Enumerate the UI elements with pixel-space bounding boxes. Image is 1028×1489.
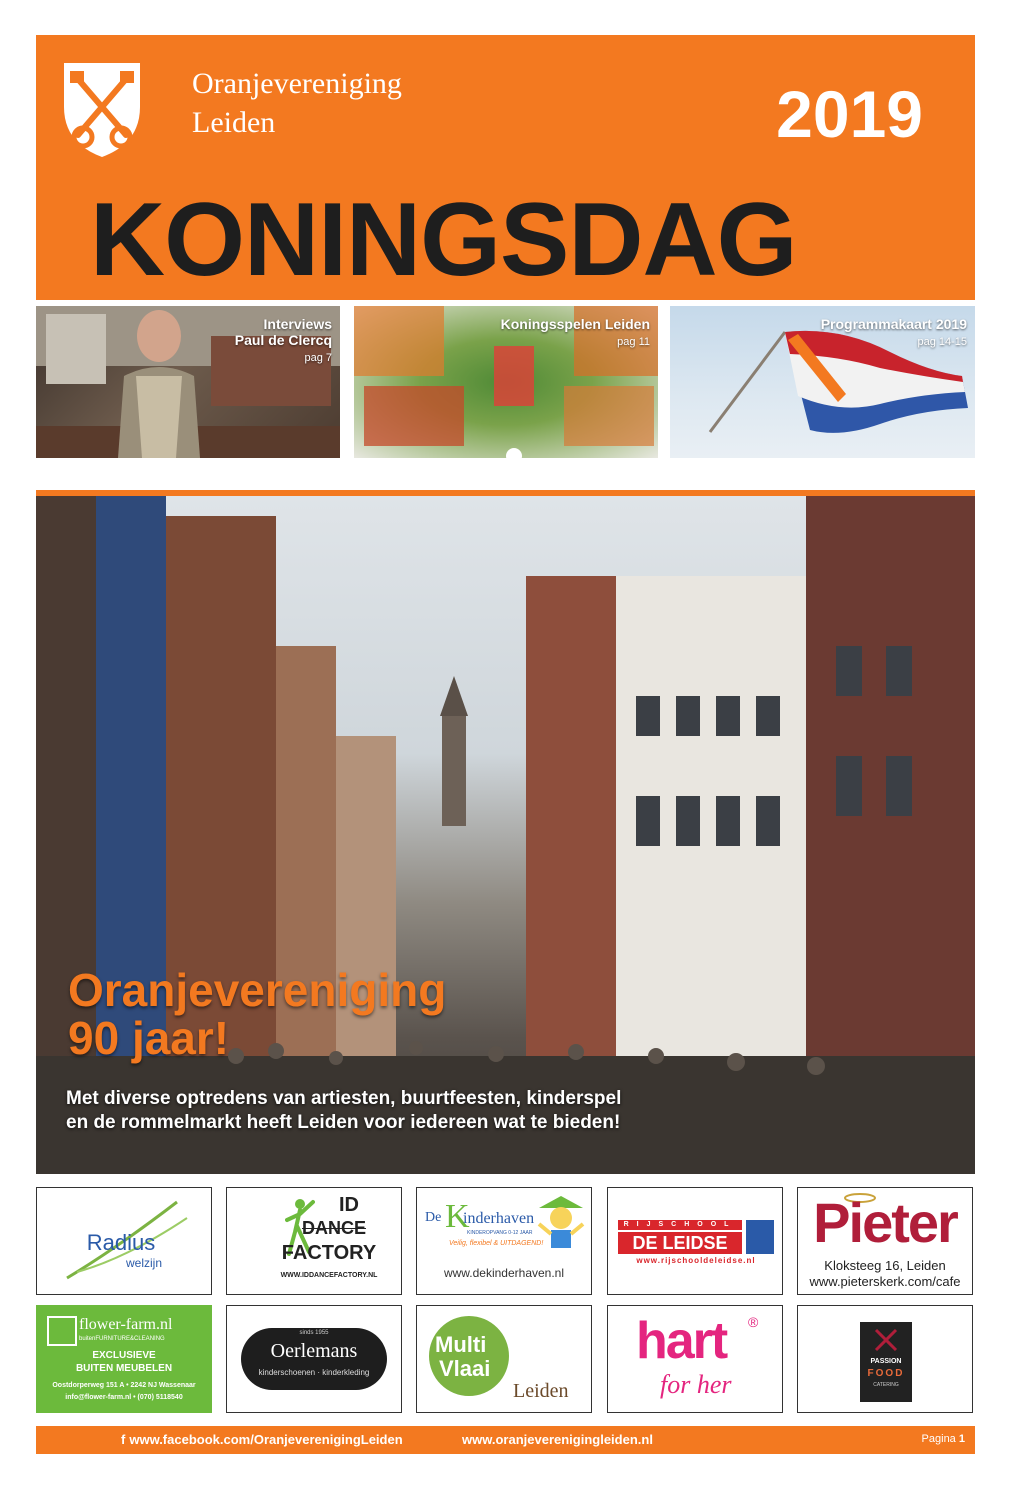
teaser-koningsspelen-title: Koningsspelen Leiden — [500, 316, 650, 332]
iddance-line1: ID — [339, 1194, 359, 1216]
teaser-programmakaart-title: Programmakaart 2019 — [820, 316, 967, 332]
ad-id-dance-factory[interactable] — [226, 1187, 402, 1295]
kinderhaven-name: inderhaven — [463, 1210, 535, 1227]
oerlemans-since: sinds 1955 — [299, 1330, 329, 1336]
passion-line1: PASSION — [870, 1358, 902, 1365]
ad-oerlemans[interactable] — [226, 1305, 402, 1413]
oerlemans-name: Oerlemans — [270, 1340, 358, 1362]
facebook-icon: f — [121, 1432, 126, 1447]
page-number — [922, 1433, 965, 1445]
pieter-address: Kloksteeg 16, Leiden — [824, 1258, 946, 1273]
leidse-flag-icon — [746, 1220, 774, 1254]
ad-radius-welzijn[interactable] — [36, 1187, 212, 1295]
ad-rijschool-de-leidse[interactable] — [607, 1187, 783, 1295]
org-name-line2: Leiden — [192, 106, 276, 139]
year: 2019 — [776, 77, 923, 151]
radius-name: Radius — [86, 1230, 156, 1255]
hart-registered: ® — [748, 1314, 759, 1330]
leidse-url: www.rijschooldeleidse.nl — [636, 1256, 756, 1265]
teaser-programmakaart-page: pag 14-15 — [917, 336, 967, 348]
teaser-interview[interactable] — [36, 306, 340, 458]
kinderhaven-slogan: Veilig, flexibel & UITDAGEND! — [449, 1240, 544, 1247]
facebook-url: www.facebook.com/OranjeverenigingLeiden — [129, 1432, 403, 1447]
flower-farm-contact: info@flower-farm.nl • (070) 5118540 — [65, 1394, 183, 1401]
subheadline-line1: Met diverse optredens van artiesten, buurtfeesten, kinderspel — [66, 1088, 622, 1109]
oerlemans-sub: kinderschoenen · kinderkleding — [258, 1368, 370, 1377]
kinderhaven-tag: KINDEROPVANG 0-12 JAAR — [467, 1230, 533, 1236]
fork-knife-icon — [870, 1326, 902, 1354]
leiden-street-illustration — [36, 496, 975, 1174]
hart-sub: for her — [660, 1370, 732, 1399]
teaser-programmakaart-caption — [821, 316, 967, 332]
teaser-interview-page: pag 7 — [304, 352, 332, 364]
leidse-name: DE LEIDSE — [618, 1232, 742, 1254]
ad-multivlaai[interactable] — [416, 1305, 592, 1413]
leidse-top: RIJSCHOOL — [623, 1221, 737, 1228]
teaser-interview-caption — [235, 316, 332, 348]
pieter-name: Pieter — [813, 1191, 957, 1254]
masthead — [36, 35, 975, 300]
flower-farm-address: Oostdorperweg 151 A • 2242 NJ Wassenaar — [52, 1382, 196, 1389]
ad-passion-food[interactable] — [797, 1305, 973, 1413]
iddance-line2: DANCE — [301, 1218, 366, 1238]
flower-farm-tag: buitenFURNITURE&CLEANING — [79, 1336, 165, 1342]
multivlaai-line1: Multi — [435, 1332, 487, 1357]
teaser-interview-title: Interviews — [263, 316, 332, 332]
ad-de-kinderhaven[interactable] — [416, 1187, 592, 1295]
teaser-koningsspelen-page: pag 11 — [617, 336, 650, 348]
multivlaai-line2: Vlaai — [439, 1356, 491, 1381]
flower-farm-logo-icon — [47, 1316, 77, 1346]
teaser-koningsspelen-caption — [501, 316, 650, 332]
hart-name: hart — [636, 1312, 727, 1370]
radius-sub: welzijn — [125, 1256, 162, 1270]
headline-line2: 90 jaar! — [68, 1012, 230, 1064]
page-title: KONINGSDAG — [90, 182, 797, 298]
page-number-value: 1 — [958, 1433, 965, 1445]
iddance-line3: FACTORY — [281, 1242, 377, 1264]
website-link[interactable]: www.oranjeverenigingleiden.nl — [462, 1432, 653, 1447]
teaser-interview-subtitle: Paul de Clercq — [234, 332, 332, 348]
teaser-programmakaart[interactable] — [670, 306, 975, 458]
leiden-keys-shield-icon — [56, 57, 148, 161]
flower-farm-line1: EXCLUSIEVE — [92, 1350, 156, 1361]
kinderhaven-k: K — [445, 1198, 470, 1235]
iddance-url: WWW.IDDANCEFACTORY.NL — [280, 1272, 378, 1279]
flower-farm-line2: BUITEN MEUBELEN — [75, 1363, 173, 1374]
ad-flower-farm[interactable] — [36, 1305, 212, 1413]
teaser-koningsspelen[interactable] — [354, 306, 658, 458]
passion-line3: CATERING — [873, 1382, 899, 1388]
subheadline-line2: en de rommelmarkt heeft Leiden voor iedereen wat te bieden! — [66, 1112, 621, 1133]
footer-bar — [36, 1426, 975, 1454]
pieter-url: www.pieterskerk.com/cafe — [809, 1274, 961, 1289]
ad-hart-for-her[interactable] — [607, 1305, 783, 1413]
facebook-link[interactable] — [121, 1432, 403, 1447]
flower-farm-name: flower-farm.nl — [79, 1316, 173, 1333]
page-label: Pagina — [921, 1433, 956, 1445]
ad-pieter[interactable] — [797, 1187, 973, 1295]
headline-line1: Oranjevereniging — [68, 964, 447, 1016]
passion-line2: FOOD — [867, 1368, 905, 1379]
multivlaai-line3: Leiden — [513, 1380, 569, 1402]
kinderhaven-child-icon — [533, 1194, 589, 1258]
main-photo — [36, 490, 975, 1174]
kinderhaven-de: De — [425, 1210, 442, 1225]
org-name-line1: Oranjevereniging — [192, 67, 402, 100]
kinderhaven-url: www.dekinderhaven.nl — [443, 1266, 565, 1280]
